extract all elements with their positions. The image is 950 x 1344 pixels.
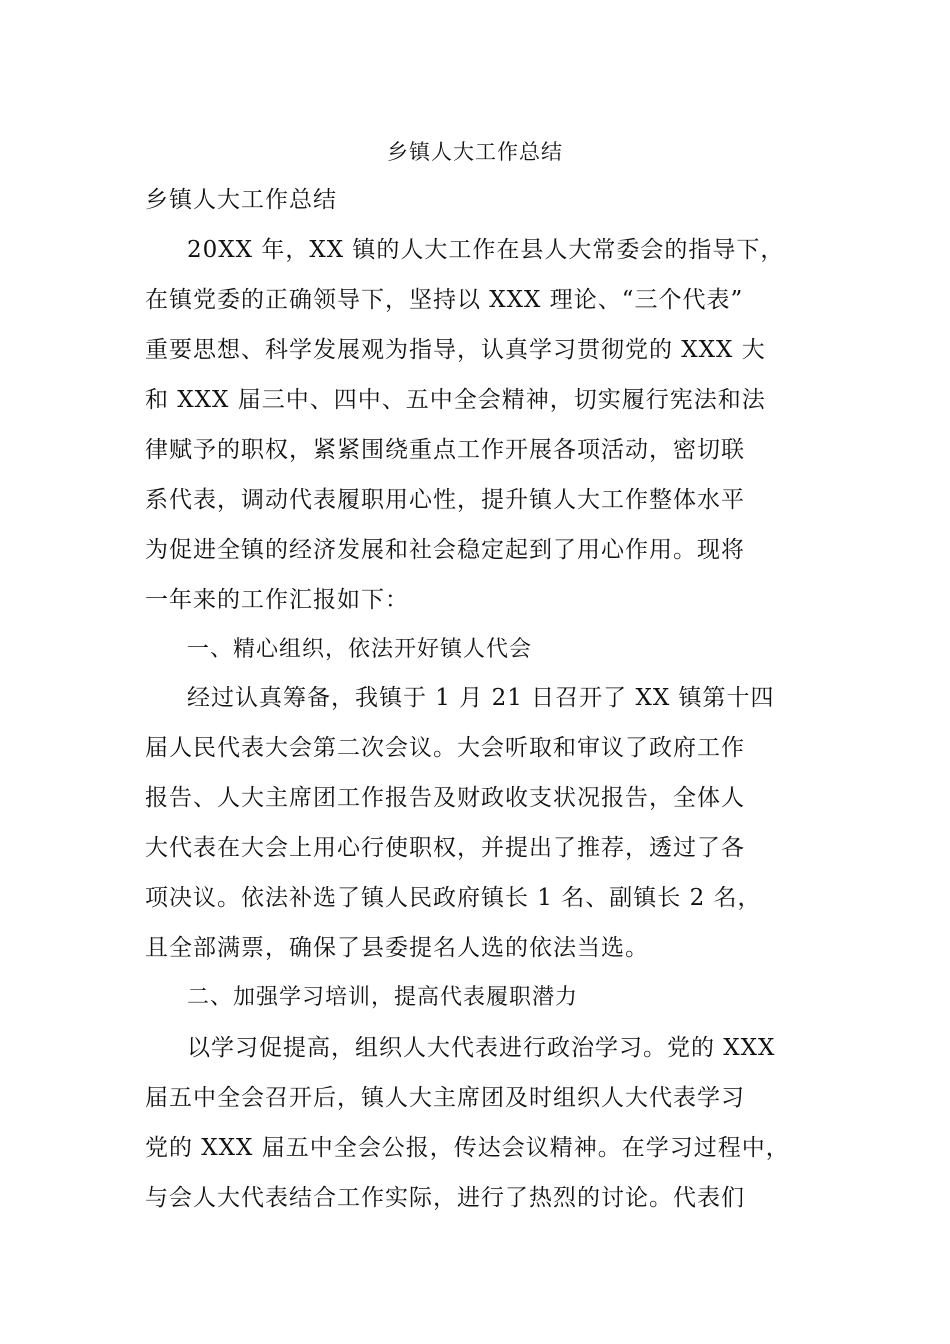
paragraph-line: 大代表在大会上用心行使职权，并提出了推荐，透过了各 bbox=[145, 835, 745, 861]
paragraph-line: 届人民代表大会第二次会议。大会听取和审议了政府工作 bbox=[145, 735, 745, 761]
document-subtitle: 乡镇人大工作总结 bbox=[145, 187, 337, 213]
paragraph-line: 在镇党委的正确领导下，坚持以 XXX 理论、“三个代表” bbox=[145, 287, 744, 313]
section-heading-2: 二、加强学习培训，提高代表履职潜力 bbox=[187, 985, 579, 1010]
paragraph-line: 以学习促提高，组织人大代表进行政治学习。党的 XXX bbox=[187, 1035, 776, 1061]
paragraph-line: 和 XXX 届三中、四中、五中全会精神，切实履行宪法和法 bbox=[145, 387, 766, 413]
paragraph-line: 经过认真筹备，我镇于 1 月 21 日召开了 XX 镇第十四 bbox=[187, 685, 775, 711]
paragraph-line: 为促进全镇的经济发展和社会稳定起到了用心作用。现将 bbox=[145, 537, 745, 563]
document-title: 乡镇人大工作总结 bbox=[387, 140, 563, 164]
paragraph-line: 系代表，调动代表履职用心性，提升镇人大工作整体水平 bbox=[145, 487, 745, 513]
paragraph-line: 与会人大代表结合工作实际，进行了热烈的讨论。代表们 bbox=[145, 1185, 745, 1211]
paragraph-line: 项决议。依法补选了镇人民政府镇长 1 名、副镇长 2 名， bbox=[145, 885, 762, 911]
paragraph-line: 一年来的工作汇报如下： bbox=[145, 587, 409, 613]
section-heading-1: 一、精心组织，依法开好镇人代会 bbox=[187, 637, 533, 662]
paragraph-line: 重要思想、科学发展观为指导，认真学习贯彻党的 XXX 大 bbox=[145, 337, 766, 363]
paragraph-line: 律赋予的职权，紧紧围绕重点工作开展各项活动，密切联 bbox=[145, 437, 745, 463]
paragraph-line: 报告、人大主席团工作报告及财政收支状况报告，全体人 bbox=[145, 785, 745, 811]
paragraph-line: 届五中全会召开后，镇人大主席团及时组织人大代表学习 bbox=[145, 1085, 745, 1111]
paragraph-line: 20XX 年，XX 镇的人大工作在县人大常委会的指导下， bbox=[187, 237, 785, 263]
paragraph-line: 且全部满票，确保了县委提名人选的依法当选。 bbox=[145, 935, 649, 961]
paragraph-line: 党的 XXX 届五中全会公报，传达会议精神。在学习过程中， bbox=[145, 1135, 790, 1161]
